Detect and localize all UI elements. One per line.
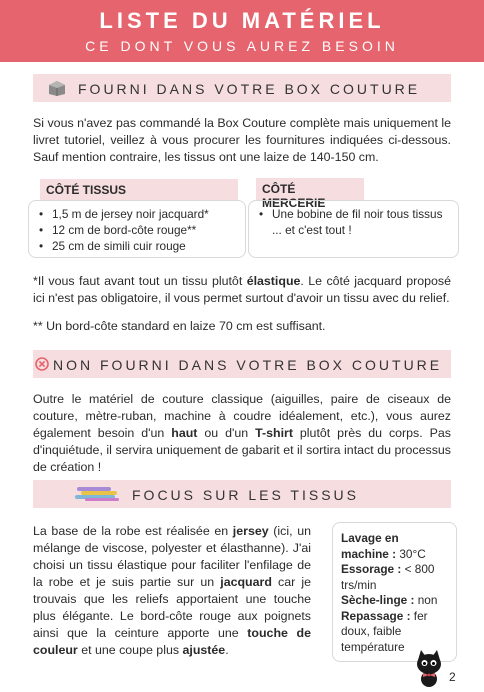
page-subtitle: CE DONT VOUS AUREZ BESOIN [85,38,399,54]
intro-paragraph: Si vous n'avez pas commandé la Box Couture complète mais uniquement le livret tutoriel, veillez à vous procurer les fournitures indiquées ci-dessous. Sauf mention contraire, les tissus ont une laize de 140-150 cm. [33,116,451,164]
list-item: • 1,5 m de jersey noir jacquard* [35,206,239,222]
list-item: • Une bobine de fil noir tous tissus ... et c'est tout ! [255,206,448,238]
page-number: 2 [449,670,456,684]
section-non-fourni-title: NON FOURNI DANS VOTRE BOX COUTURE [53,357,443,373]
fabric-rolls-icon [75,486,123,502]
non-fourni-paragraph: Outre le matériel de couture classique (aiguilles, paire de ciseaux de couture, mètre-ruban, machine à coudre idéalement, etc.), vous aurez également besoin d'un haut ou d'un T-shirt plutôt près du corps. Pas d'inquiétude, il servira uniquement de gabarit et il sortira intact du processus de création ! [33,392,451,474]
section-fourni-title: FOURNI DANS VOTRE BOX COUTURE [78,81,421,97]
list-item: • 12 cm de bord-côte rouge** [35,222,239,238]
page-title: LISTE DU MATÉRIEL [99,8,385,33]
care-wash: Lavage en machine : 30°C [341,531,426,561]
section-focus-title: FOCUS SUR LES TISSUS [132,487,360,503]
focus-paragraph: La base de la robe est réalisée en jersey (ici, un mélange de viscose, polyester et élasthanne). J'ai choisi un tissu élastique pour faciliter l'enfilage de la robe et je suis partie sur un jacquard car je trouvais que les reliefs apportaient une touche plus élégante. Le bord-côte rouge aux poignets ainsi que la ceinture apporte une touche de couleur et une coupe plus ajustée. [33,524,311,657]
mercerie-box-title: CÔTÉ MERCERIE [256,178,364,200]
care-spin: Essorage : < 800 trs/min [341,562,435,592]
section-fourni-header [33,74,451,102]
list-item: • 25 cm de simili cuir rouge [35,238,239,254]
note-bord-cote: ** Un bord-côte standard en laize 70 cm est suffisant. [33,319,326,333]
tissus-box [28,200,246,258]
mercerie-box [248,200,459,258]
care-iron: Repassage : fer doux, faible température [341,608,428,654]
box-icon [47,79,67,97]
page-header [0,0,484,62]
black-cat-icon [414,648,444,688]
cross-circle-icon [35,357,49,371]
note-elastique: *Il vous faut avant tout un tissu plutôt élastique. Le côté jacquard proposé ici n'est pas obligatoire, il vous permet surtout d'avoir un tissu avec du relief. [33,274,451,305]
care-instructions-box [332,522,457,662]
section-non-fourni-header [33,350,451,378]
care-dryer: Sèche-linge : non [341,593,438,607]
tissus-box-title: CÔTÉ TISSUS [40,179,238,201]
section-focus-header [33,480,451,508]
